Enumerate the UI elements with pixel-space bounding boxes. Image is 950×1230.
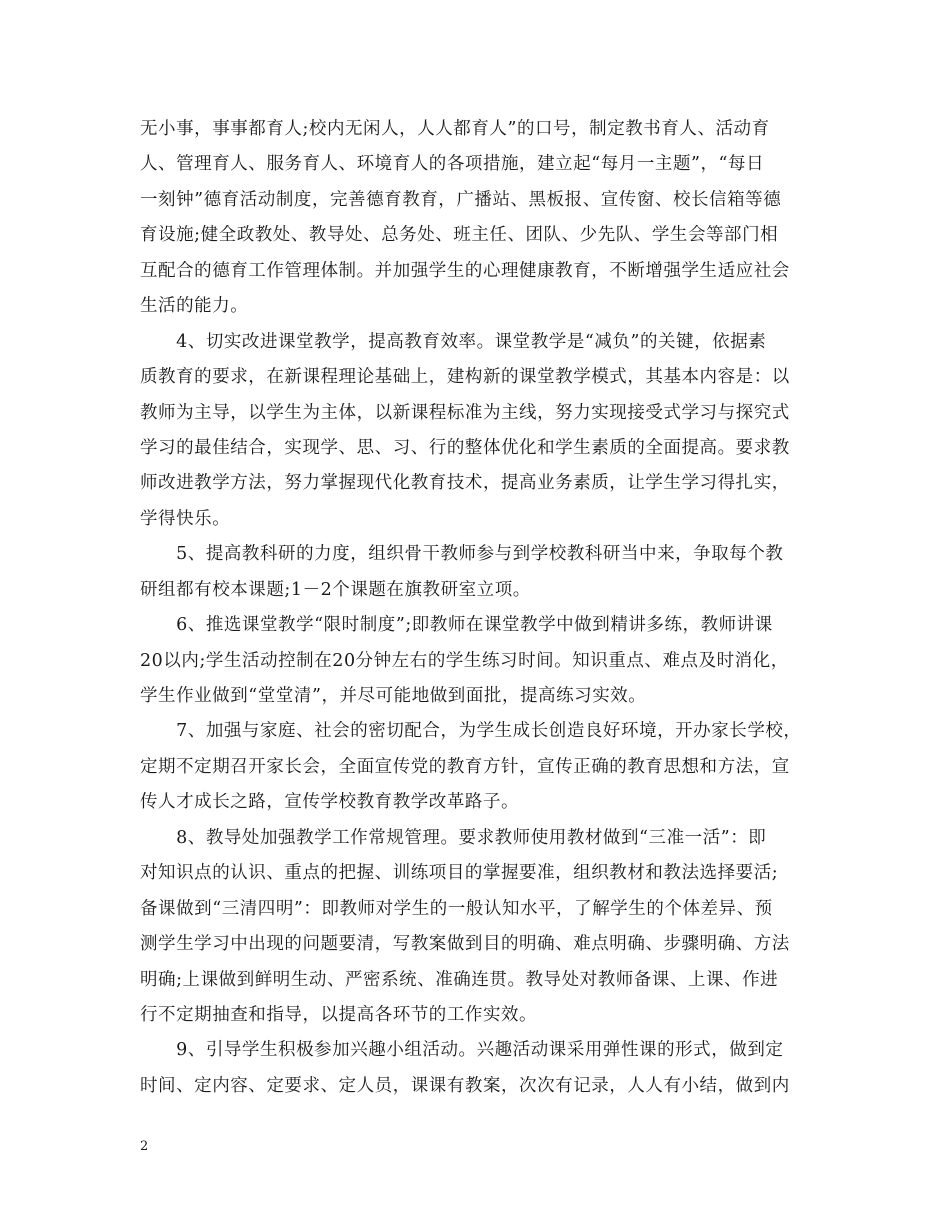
- text-line: 明确;上课做到鲜明生动、严密系统、准确连贯。教导处对教师备课、上课、作进: [140, 969, 779, 990]
- page-number: 2: [140, 1139, 149, 1154]
- body-text: [140, 112, 815, 1104]
- text-line: 20以内;学生活动控制在20分钟左右的学生练习时间。知识重点、难点及时消化，: [140, 650, 789, 671]
- text-line: 学习的最佳结合，实现学、思、习、行的整体优化和学生素质的全面提高。要求教: [140, 437, 790, 458]
- text-line: 生活的能力。: [140, 296, 249, 317]
- text-line: 师改进教学方法，努力掌握现代化教育技术，提高业务素质，让学生学习得扎实，: [140, 473, 790, 494]
- text-line: 育设施;健全政教处、教导处、总务处、班主任、团队、少先队、学生会等部门相: [140, 225, 779, 246]
- text-line: 一刻钟”德育活动制度，完善德育教育，广播站、黑板报、宣传窗、校长信箱等德: [140, 189, 782, 210]
- text-line: 学生作业做到“堂堂清”，并尽可能地做到面批，提高练习实效。: [140, 686, 647, 706]
- text-line: 8、教导处加强教学工作常规管理。要求教师使用教材做到“三准一活”：即: [140, 827, 767, 848]
- text-line: 行不定期抽查和指导，以提高各环节的工作实效。: [140, 1004, 538, 1025]
- text-line: 质教育的要求，在新课程理论基础上，建构新的课堂教学模式，其基本内容是：以: [140, 367, 790, 388]
- text-line: 人、管理育人、服务育人、环境育人的各项措施，建立起“每月一主题”，“每日: [140, 154, 765, 175]
- text-line: 教师为主导，以学生为主体，以新课程标准为主线，努力实现接受式学习与探究式: [140, 402, 790, 423]
- text-line: 测学生学习中出现的问题要清，写教案做到目的明确、难点明确、步骤明确、方法: [140, 934, 790, 955]
- text-line: 无小事，事事都育人;校内无闲人，人人都育人”的口号，制定教书育人、活动育: [140, 119, 770, 139]
- text-line: 7、加强与家庭、社会的密切配合，为学生成长创造良好环境，开办家长学校，: [140, 721, 802, 742]
- text-line: 4、切实改进课堂教学，提高教育效率。课堂教学是“减负”的关键，依据素: [140, 331, 767, 352]
- text-line: 6、推选课堂教学“限时制度”;即教师在课堂教学中做到精讲多练，教师讲课: [140, 615, 773, 636]
- text-line: 研组都有校本课题;1－2个课题在旗教研室立项。: [140, 579, 531, 600]
- text-line: 互配合的德育工作管理体制。并加强学生的心理健康教育，不断增强学生适应社会: [140, 260, 790, 281]
- text-line: 时间、定内容、定要求、定人员，课课有教案，次次有记录，人人有小结，做到内: [140, 1075, 790, 1096]
- text-line: 9、引导学生积极参加兴趣小组活动。兴趣活动课采用弹性课的形式，做到定: [140, 1040, 784, 1061]
- text-line: 传人才成长之路，宣传学校教育教学改革路子。: [140, 792, 520, 813]
- text-line: 定期不定期召开家长会，全面宣传党的教育方针，宣传正确的教育思想和方法，宣: [140, 756, 790, 777]
- text-line: 对知识点的认识、重点的把握、训练项目的掌握要准，组织教材和教法选择要活;: [140, 863, 779, 884]
- text-line: 5、提高教科研的力度，组织骨干教师参与到学校教科研当中来，争取每个教: [140, 544, 784, 565]
- text-line: 学得快乐。: [140, 508, 231, 529]
- text-line: 备课做到“三清四明”：即教师对学生的一般认知水平，了解学生的个体差异、预: [140, 898, 773, 919]
